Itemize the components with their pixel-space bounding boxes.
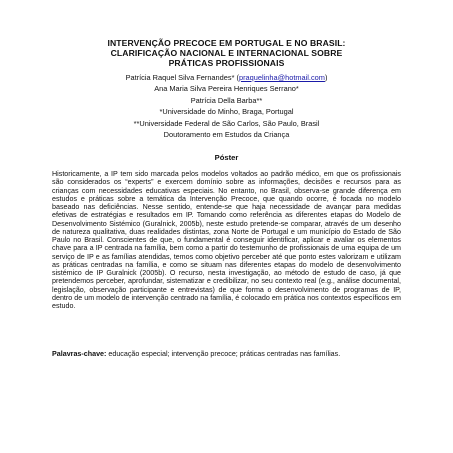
affiliation-2: **Universidade Federal de São Carlos, São Paulo, Brasil [133, 118, 320, 128]
author-block [30, 72, 423, 140]
paper-title [40, 38, 413, 68]
keywords-label: Palavras-chave: [52, 350, 107, 358]
author-2: Ana Maria Silva Pereira Henriques Serrano* [154, 84, 299, 94]
affiliation-1: *Universidade do Minho, Braga, Portugal [159, 107, 294, 117]
keywords [52, 350, 401, 358]
title-line-3: PRÁTICAS PROFISSIONAIS [168, 58, 285, 68]
author-1-email-link[interactable]: praquelinha@hotmail.com [238, 73, 325, 82]
author-1-name: Patrícia Raquel Silva Fernandes* [125, 73, 235, 82]
keywords-text: educação especial; intervenção precoce; práticas centradas nas famílias. [106, 350, 341, 358]
title-line-1: INTERVENÇÃO PRECOCE EM PORTUGAL E NO BRASIL: [107, 38, 346, 48]
author-1: Patrícia Raquel Silva Fernandes* (praquelinha@hotmail.com) [125, 73, 328, 82]
programme: Doutoramento em Estudos da Criança [163, 130, 290, 140]
abstract-text: Historicamente, a IP tem sido marcada pelos modelos voltados ao padrão médico, em que os profissionais são considerados os “experts” e exercem domínio sobre as informações, decisões e recursos para as crianças com necessidades educativas especiais. No entanto, no Brasil, observa-se grande diferença em estudos e práticas sobre a temática da Intervenção Precoce, que quando ocorre, é focada no modelo baseado nas deficiências. Nesse sentido, entende-se que haja necessidade de avançar para medidas efetivas de estratégias e resultados em IP. Tomando como referência as diferentes etapas do Modelo de Desenvolvimento Sistémico (Guralnick, 2005b), neste estudo pretende-se comparar, através de um desenho de natureza qualitativa, duas realidades distintas, zona Norte de Portugal e um município do Estado de São Paulo no Brasil. Conscientes de que, o fundamental é conseguir identificar, aplicar e avaliar os elementos chave para a IP centrada na família, bem como a partir do testemunho de profissionais de uma equipa de um serviço de IP e as famílias atendidas, temos como objetivo perceber até que ponto estes valorizam e utilizam as práticas centradas na família, e como se situam nas diferentes etapas do modelo de desenvolvimento sistémico de IP Guralnick (2005b). O recurso, nesta investigação, ao método de estudo de caso, já que pretendemos perceber, aprofundar, sistematizar e credibilizar, no seu contexto real (e.g., análise documental, legislação, observação participante e entrevistas) de que forma o desenvolvimento de programas de IP, dentro de um modelo de intervenção centrado na família, é colocado em prática nos contextos específicos em estudo. [52, 170, 401, 310]
author-3: Patrícia Della Barba** [190, 95, 263, 105]
section-heading: Póster [214, 153, 239, 162]
title-line-2: CLARIFICAÇÃO NACIONAL E INTERNACIONAL SOBRE [110, 48, 343, 58]
